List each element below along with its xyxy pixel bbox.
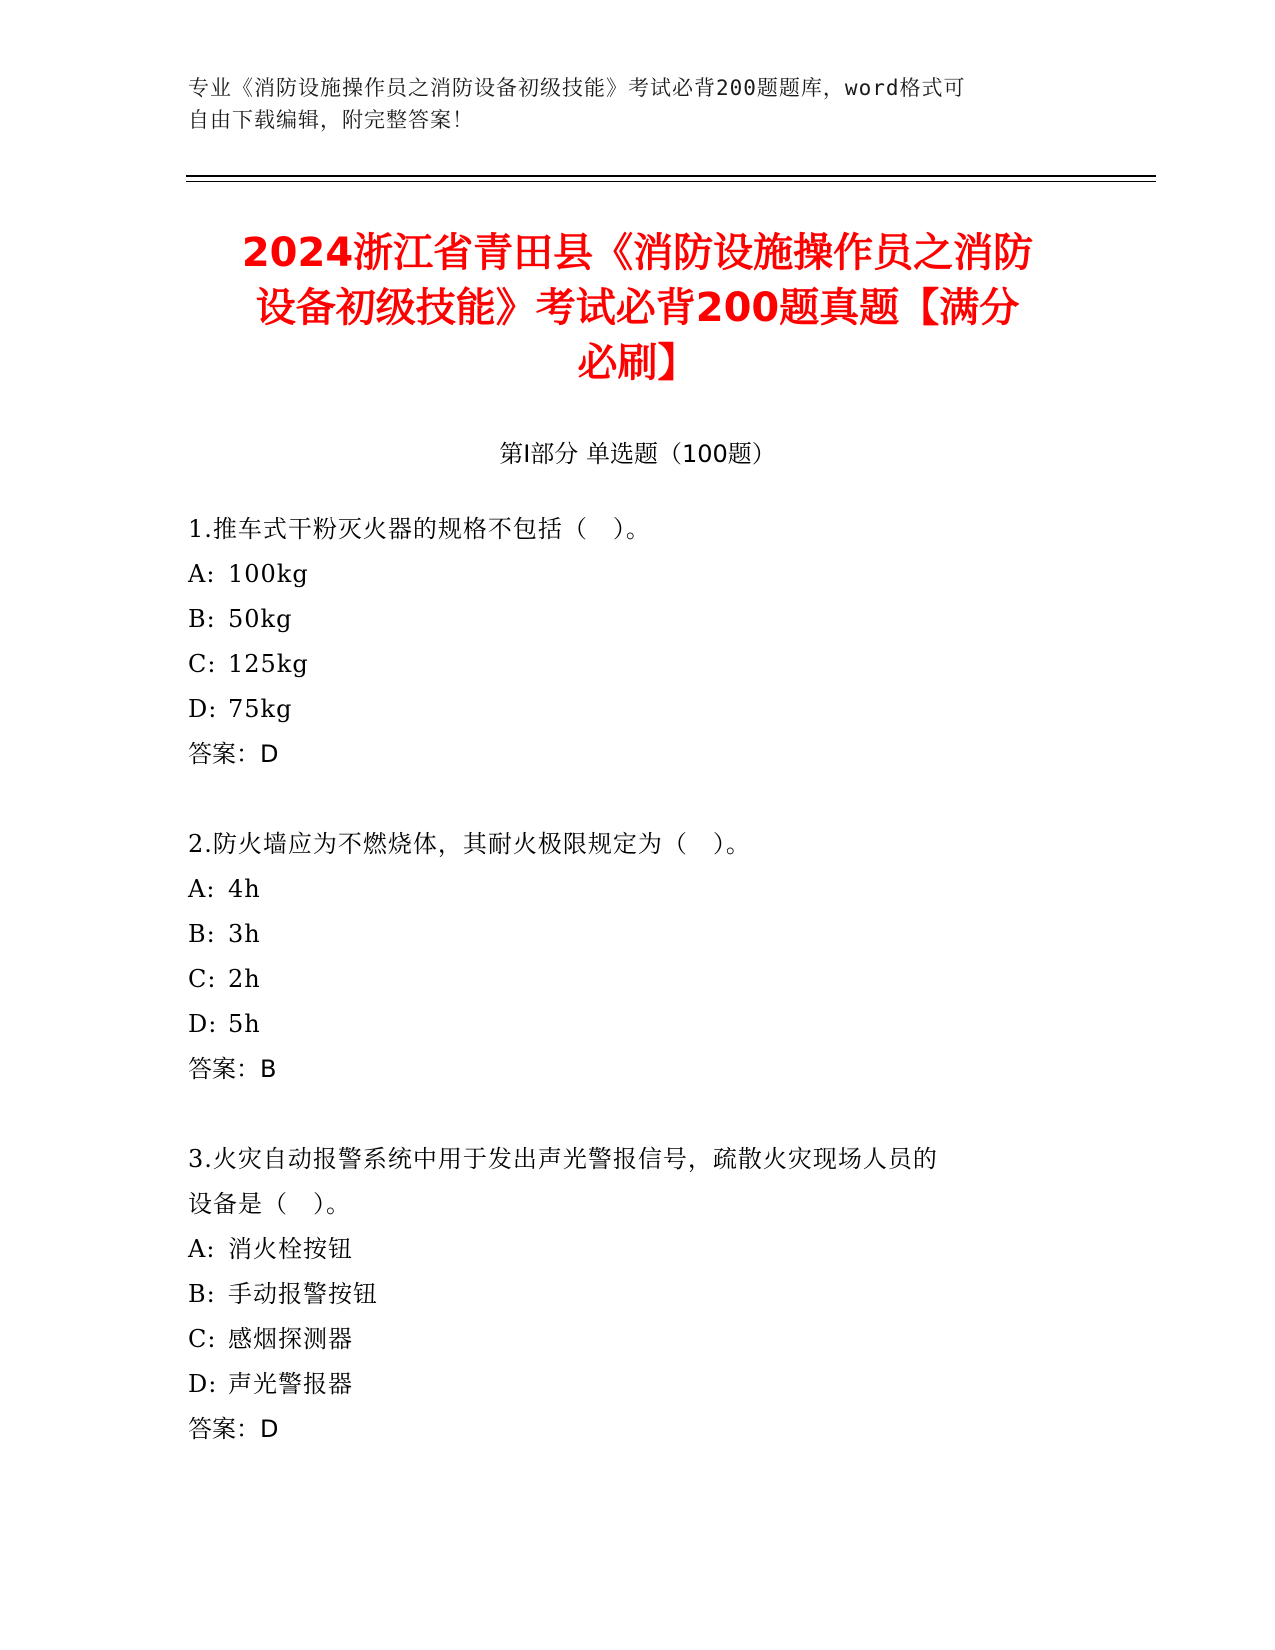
option-text: 2h: [228, 965, 261, 993]
header-rule-thin: [186, 181, 1156, 182]
option-a: [188, 1227, 1088, 1272]
option-text: 125kg: [228, 650, 309, 678]
option-b: [188, 1272, 1088, 1317]
option-key: B:: [188, 920, 216, 948]
option-key: B:: [188, 1280, 216, 1308]
question-stem-line-2: 设备是（ ）。: [188, 1190, 351, 1218]
option-text: 100kg: [228, 560, 309, 588]
option-key: A:: [188, 1235, 216, 1263]
option-a: [188, 867, 1088, 912]
option-text: 4h: [228, 875, 261, 903]
document-title: [160, 226, 1115, 391]
question-2: [188, 822, 1088, 1092]
answer: 答案：D: [188, 740, 279, 768]
option-text: 感烟探测器: [228, 1325, 353, 1353]
header-rule-thick: [186, 175, 1156, 177]
option-c: [188, 1317, 1088, 1362]
option-a: [188, 552, 1088, 597]
option-key: D:: [188, 1370, 218, 1398]
option-d: [188, 1002, 1088, 1047]
option-key: A:: [188, 875, 216, 903]
option-c: [188, 642, 1088, 687]
option-key: D:: [188, 1010, 218, 1038]
option-c: [188, 957, 1088, 1002]
title-line-1: 2024浙江省青田县《消防设施操作员之消防: [241, 230, 1034, 276]
section-title: 第I部分 单选题（100题）: [499, 440, 776, 468]
option-b: [188, 912, 1088, 957]
answer: 答案：D: [188, 1415, 279, 1443]
header-note-line-1: 专业《消防设施操作员之消防设备初级技能》考试必背200题题库，word格式可: [188, 76, 966, 100]
option-text: 75kg: [228, 695, 293, 723]
option-key: B:: [188, 605, 216, 633]
option-d: [188, 687, 1088, 732]
option-text: 50kg: [228, 605, 293, 633]
question-stem: 2.防火墙应为不燃烧体，其耐火极限规定为（ ）。: [188, 830, 751, 858]
option-text: 5h: [228, 1010, 261, 1038]
question-stem-line-1: 3.火灾自动报警系统中用于发出声光警报信号，疏散火灾现场人员的: [188, 1145, 938, 1173]
option-text: 3h: [228, 920, 261, 948]
header-note: [188, 72, 1068, 136]
header-note-line-2: 自由下载编辑，附完整答案！: [188, 108, 474, 132]
option-key: C:: [188, 965, 217, 993]
question-1: [188, 507, 1088, 777]
option-text: 声光警报器: [228, 1370, 353, 1398]
option-text: 消火栓按钮: [228, 1235, 353, 1263]
option-key: C:: [188, 650, 217, 678]
title-line-2: 设备初级技能》考试必背200题真题【满分: [255, 285, 1020, 331]
question-3: [188, 1137, 1088, 1452]
option-key: D:: [188, 695, 218, 723]
option-b: [188, 597, 1088, 642]
answer: 答案：B: [188, 1055, 277, 1083]
title-line-3: 必刷】: [577, 340, 698, 386]
option-text: 手动报警按钮: [228, 1280, 378, 1308]
option-key: A:: [188, 560, 216, 588]
option-key: C:: [188, 1325, 217, 1353]
option-d: [188, 1362, 1088, 1407]
question-stem: 1.推车式干粉灭火器的规格不包括（ ）。: [188, 515, 651, 543]
